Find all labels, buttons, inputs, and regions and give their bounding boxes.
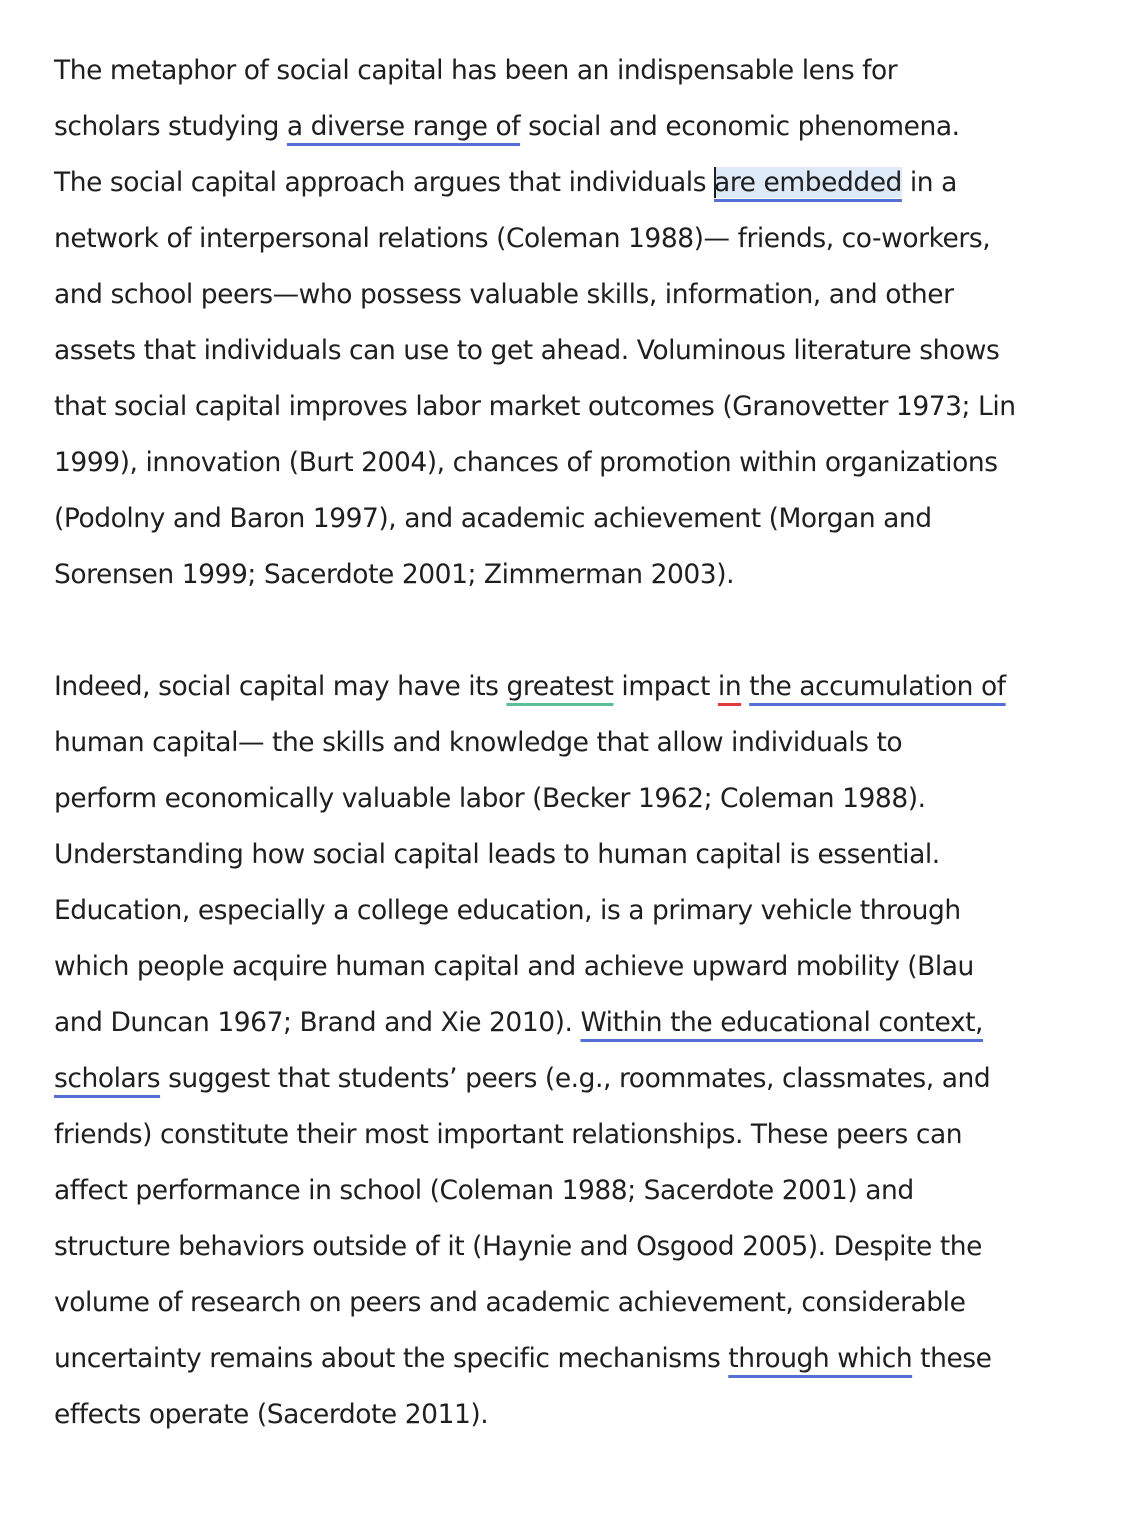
text-line[interactable] xyxy=(54,659,1006,715)
grammar-suggestion-underline[interactable]: in xyxy=(717,671,742,702)
text-run: suggest that students’ peers (e.g., roommates, classmates, and xyxy=(160,1063,991,1094)
text-run: Indeed, social capital may have its xyxy=(54,671,507,702)
text-run: structure behaviors outside of it (Haynie and Osgood 2005). Despite the xyxy=(54,1231,982,1262)
text-run: scholars studying xyxy=(54,111,287,142)
text-line[interactable] xyxy=(54,323,1016,379)
text-line[interactable] xyxy=(54,1331,1006,1387)
text-line[interactable] xyxy=(54,491,1016,547)
text-line[interactable] xyxy=(54,995,1006,1051)
text-run: (Podolny and Baron 1997), and academic achievement (Morgan and xyxy=(54,503,932,534)
text-run: effects operate (Sacerdote 2011). xyxy=(54,1399,489,1430)
text-run: assets that individuals can use to get ahead. Voluminous literature shows xyxy=(54,335,1000,366)
text-line[interactable] xyxy=(54,883,1006,939)
text-run: perform economically valuable labor (Becker 1962; Coleman 1988). xyxy=(54,783,926,814)
text-line[interactable] xyxy=(54,267,1016,323)
text-run: human capital— the skills and knowledge that allow individuals to xyxy=(54,727,903,758)
text-line[interactable] xyxy=(54,1275,1006,1331)
text-line[interactable] xyxy=(54,1163,1006,1219)
text-run: uncertainty remains about the specific mechanisms xyxy=(54,1343,729,1374)
text-run: 1999), innovation (Burt 2004), chances of promotion within organizations xyxy=(54,447,998,478)
text-line[interactable] xyxy=(54,1387,1006,1443)
text-line[interactable] xyxy=(54,547,1016,603)
text-run: friends) constitute their most important relationships. These peers can xyxy=(54,1119,963,1150)
text-line[interactable] xyxy=(54,43,1016,99)
selected-suggestion-underline[interactable]: are embedded xyxy=(714,167,902,198)
text-line[interactable] xyxy=(54,155,1016,211)
word-choice-suggestion-underline[interactable]: greatest xyxy=(506,671,614,702)
clarity-suggestion-underline[interactable]: the accumulation of xyxy=(749,671,1006,702)
text-run: The social capital approach argues that individuals xyxy=(54,167,715,198)
text-line[interactable] xyxy=(54,1051,1006,1107)
paragraph-2[interactable] xyxy=(54,659,1006,1443)
text-run: social and economic phenomena. xyxy=(520,111,960,142)
text-run: and school peers—who possess valuable skills, information, and other xyxy=(54,279,954,310)
text-run: that social capital improves labor market outcomes (Granovetter 1973; Lin xyxy=(54,391,1016,422)
text-line[interactable] xyxy=(54,715,1006,771)
text-line[interactable] xyxy=(54,211,1016,267)
clarity-suggestion-underline[interactable]: Within the educational context, xyxy=(580,1007,984,1038)
text-run: impact xyxy=(613,671,718,702)
text-run: these xyxy=(912,1343,992,1374)
text-run: volume of research on peers and academic achievement, considerable xyxy=(54,1287,966,1318)
text-line[interactable] xyxy=(54,379,1016,435)
text-run: affect performance in school (Coleman 1988; Sacerdote 2001) and xyxy=(54,1175,914,1206)
text-run xyxy=(741,671,749,702)
text-line[interactable] xyxy=(54,771,1006,827)
text-run: in a xyxy=(901,167,957,198)
text-line[interactable] xyxy=(54,1219,1006,1275)
text-line[interactable] xyxy=(54,827,1006,883)
text-run: Education, especially a college education, is a primary vehicle through xyxy=(54,895,961,926)
text-run: The metaphor of social capital has been an indispensable lens for xyxy=(54,55,898,86)
clarity-suggestion-underline[interactable]: scholars xyxy=(54,1063,161,1094)
paragraph-1[interactable] xyxy=(54,43,1016,603)
text-run: network of interpersonal relations (Coleman 1988)— friends, co-workers, xyxy=(54,223,991,254)
text-line[interactable] xyxy=(54,435,1016,491)
text-run: and Duncan 1967; Brand and Xie 2010). xyxy=(54,1007,581,1038)
text-run: Sorensen 1999; Sacerdote 2001; Zimmerman 2003). xyxy=(54,559,735,590)
text-line[interactable] xyxy=(54,1107,1006,1163)
text-run: which people acquire human capital and achieve upward mobility (Blau xyxy=(54,951,974,982)
clarity-suggestion-underline[interactable]: a diverse range of xyxy=(286,111,521,142)
text-line[interactable] xyxy=(54,99,1016,155)
clarity-suggestion-underline[interactable]: through which xyxy=(728,1343,913,1374)
text-line[interactable] xyxy=(54,939,1006,995)
text-run: Understanding how social capital leads to human capital is essential. xyxy=(54,839,940,870)
